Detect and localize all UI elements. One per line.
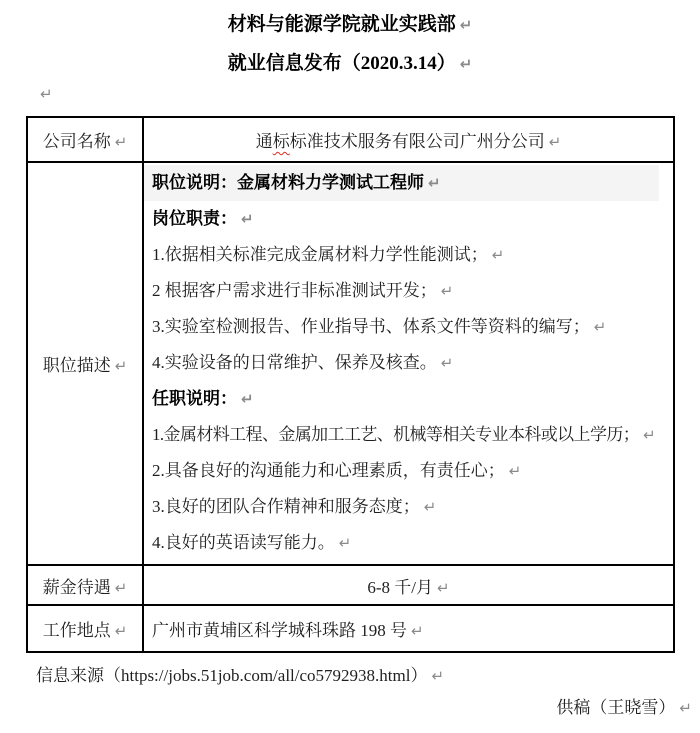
requirement-item: 4.良好的英语读写能力。 ↵	[152, 533, 352, 552]
paragraph-mark-icon: ↵	[423, 498, 437, 516]
paragraph-mark-icon: ↵	[459, 55, 473, 73]
requirements-header-line	[144, 381, 673, 417]
requirement-item: 1.金属材料工程、金属加工工艺、机械等相关专业本科或以上学历； ↵	[152, 425, 656, 444]
table-row-company	[27, 117, 674, 162]
paragraph-mark-icon: ↵	[40, 85, 53, 103]
table-row-job-description	[27, 162, 674, 565]
salary-value-cell	[143, 565, 674, 605]
position-header: 职位说明：	[152, 173, 237, 192]
company-name-misspelled: 标	[272, 132, 290, 151]
salary-value: 6-8 千/月	[367, 577, 434, 597]
company-value-cell	[143, 117, 674, 162]
paragraph-mark-icon: ↵	[431, 667, 445, 685]
duties-header: 岗位职责：	[152, 209, 237, 228]
paragraph-mark-icon: ↵	[548, 133, 562, 151]
company-label: 公司名称	[42, 132, 111, 151]
info-source-line	[36, 666, 700, 686]
paragraph-mark-icon: ↵	[508, 462, 522, 480]
paragraph-mark-icon: ↵	[114, 133, 128, 151]
location-value-cell	[143, 605, 674, 652]
paragraph-mark-icon: ↵	[593, 318, 607, 336]
table-row-location	[27, 605, 674, 652]
location-label-cell	[27, 605, 143, 652]
duty-item: 4.实验设备的日常维护、保养及核查。 ↵	[152, 353, 454, 372]
paragraph-mark-icon: ↵	[114, 622, 128, 640]
requirement-item: 3.良好的团队合作精神和服务态度； ↵	[152, 497, 437, 516]
paragraph-mark-icon: ↵	[411, 622, 424, 640]
duty-item: 1.依据相关标准完成金属材料力学性能测试； ↵	[152, 245, 505, 264]
doc-title-text: 材料与能源学院就业实践部	[227, 14, 456, 35]
paragraph-mark-icon: ↵	[241, 210, 254, 228]
doc-title-line1	[0, 13, 700, 37]
company-name-part: 标准技术服务有限公司广州分公司	[289, 132, 545, 151]
doc-title-line2	[0, 52, 700, 76]
location-label: 工作地点	[42, 621, 111, 640]
job-description-value-cell	[143, 162, 674, 565]
salary-label: 薪金待遇	[42, 577, 111, 597]
requirements-header: 任职说明：	[152, 389, 237, 408]
location-value: 广州市黄埔区科学城科珠路 198 号	[152, 621, 407, 640]
company-label-cell	[27, 117, 143, 162]
paragraph-mark-icon: ↵	[428, 174, 441, 192]
doc-subtitle-text: 就业信息发布（2020.3.14）	[227, 53, 456, 74]
paragraph-mark-icon: ↵	[679, 699, 692, 717]
job-description-label-cell	[27, 162, 143, 565]
paragraph-mark-icon: ↵	[643, 426, 656, 444]
paragraph-mark-icon: ↵	[459, 16, 473, 34]
contributor-line	[0, 698, 700, 718]
document-page	[0, 13, 700, 718]
paragraph-mark-icon: ↵	[440, 282, 454, 300]
paragraph-mark-icon: ↵	[491, 246, 505, 264]
paragraph-mark-icon: ↵	[114, 578, 128, 597]
requirement-item: 2.具备良好的沟通能力和心理素质，有责任心； ↵	[152, 461, 522, 480]
contributor-text: 供稿（王晓雪）	[556, 698, 676, 717]
paragraph-mark-icon: ↵	[114, 357, 128, 375]
duty-item: 3.实验室检测报告、作业指导书、体系文件等资料的编写； ↵	[152, 317, 607, 336]
empty-paragraph	[36, 84, 700, 104]
job-info-table	[26, 116, 675, 653]
job-description-label: 职位描述	[42, 356, 111, 375]
paragraph-mark-icon: ↵	[241, 390, 254, 408]
paragraph-mark-icon: ↵	[440, 354, 454, 372]
paragraph-mark-icon: ↵	[437, 578, 450, 597]
position-value: 金属材料力学测试工程师	[237, 173, 424, 192]
duties-header-line	[144, 201, 673, 237]
company-name-part: 通	[255, 132, 273, 151]
salary-label-cell	[27, 565, 143, 605]
info-source-text: 信息来源（https://jobs.51job.com/all/co5792938.html）	[36, 666, 428, 685]
table-row-salary	[27, 565, 674, 605]
paragraph-mark-icon: ↵	[338, 534, 352, 552]
duty-item: 2 根据客户需求进行非标准测试开发； ↵	[152, 281, 454, 300]
position-title-line	[144, 165, 659, 201]
